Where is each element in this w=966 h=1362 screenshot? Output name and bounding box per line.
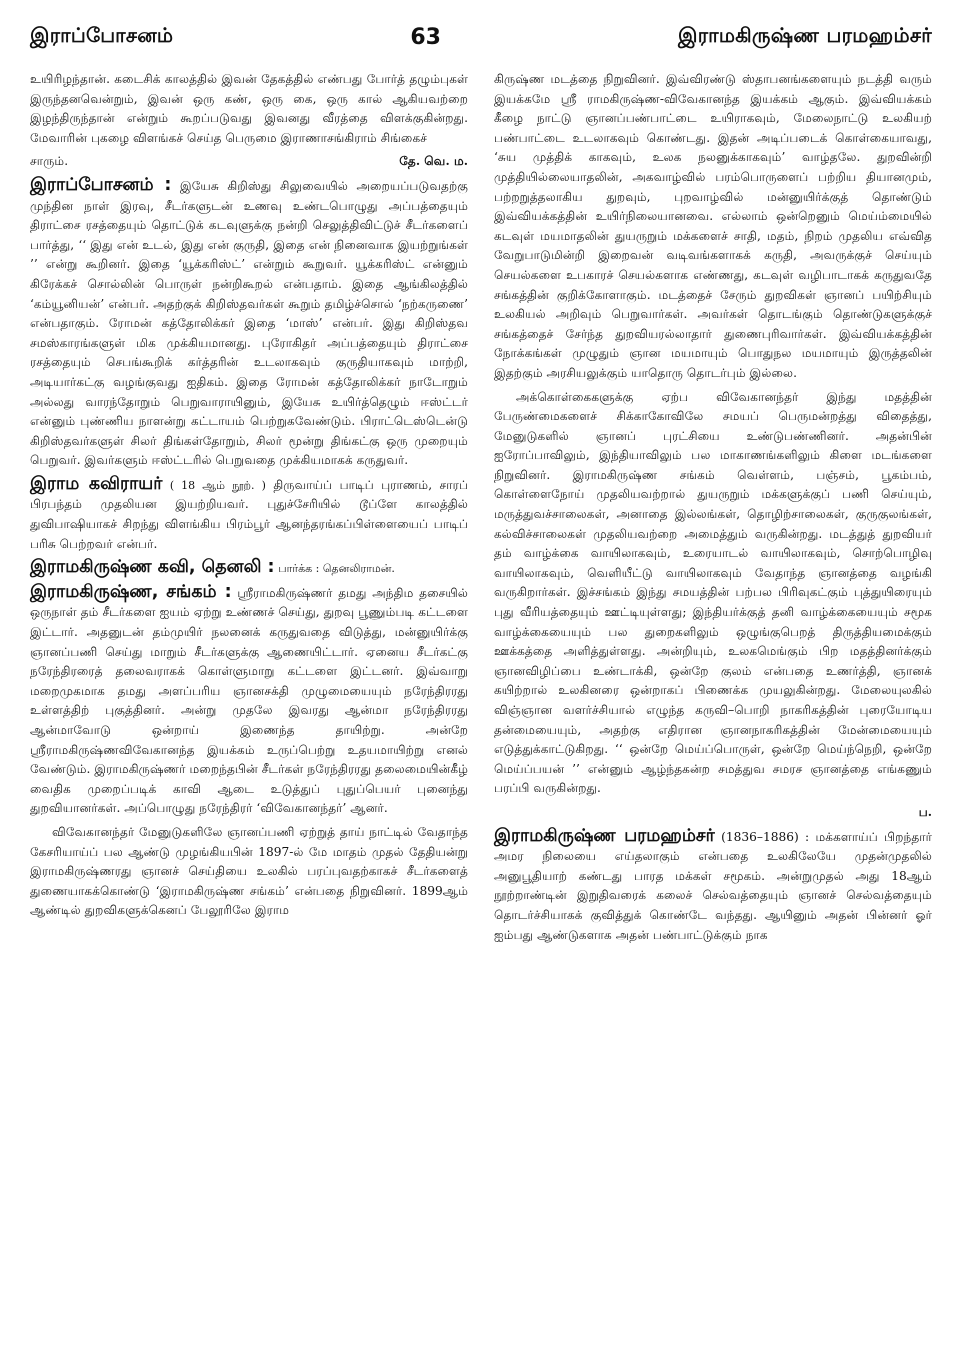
entry-ramakrishna-kavi [30,558,468,579]
continued-paragraph [30,70,468,148]
entry-heading: இராமகிருஷ்ண, சங்கம் : [30,581,232,602]
entry-text: இயேசு கிறிஸ்து சிலுவையில் அறையப்படுவதற்கு முந்தின நாள் இரவு, சீடர்களுடன் உணவு உண்டபொழுது அப்பத்தையும் திராட்சை ரசத்தையும் தொட்டுக் கடவுளுக்கு நன்றி செலுத்திவிட்டுச் சீடர்களைப் பார்த்து, ‘‘ இது என் உடல், இது என் குருதி, இதை என் நினைவாக இயற்றுங்கள் ’’ என்று கூறினர். இதை ‘யூக்கரிஸ்ட்’ என்றும் கூறுவர். யூக்கரிஸ்ட் என்னும் கிரேக்கச் சொல்லின் பொருள் நன்றிகூறல் என்பதாம். இதை ஆங்கிலத்தில் ‘கம்யூனியன்’ என்பர். அதற்குக் கிறிஸ்தவர்கள் கூறும் தமிழ்ச்சொல் ‘நற்கருணை’ என்பதாகும். ரோமன் கத்தோலிக்கர் இதை ‘மாஸ்’ என்பர். இது கிறிஸ்தவ சமஸ்காரங்களுள் மிக முக்கியமானது. புரோகிதர் அப்பத்தையும் திராட்சை ரசத்தையும் செபங்கூறிக் கர்த்தரின் உடலாகவும் குருதியாகவும் மாற்றி, அடியார்கட்கு வழங்குவது ஐதிகம். இதை ரோமன் கத்தோலிக்கர் நாடோறும் அல்லது வாரந்தோறும் பெறுவாராயினும், இயேசு உயிர்த்தெழும் ஈஸ்ட்டர் என்னும் புண்ணிய நாளன்று கட்டாயம் பெற்றுகவேண்டும். பிராட்டெஸ்டென்டு கிறிஸ்தவர்களுள் சிலர் திங்கள்தோறும், சிலர் மூன்று திங்கட்கு ஒரு முறையும் பெறுவர். இவர்களும் ஈஸ்ட்டரில் பெறுவதை முக்கியமாகக் கருதுவர். [30,178,468,468]
paragraph-text: கிருஷ்ண மடத்தை நிறுவினர். இவ்விரண்டு ஸ்தாபனங்களையும் நடத்தி வரும் இயக்கமே ஸ்ரீ ராமகிருஷ்ண-விவேகானந்த இயக்கம் ஆகும். இவ்வியக்கம் கீழை நாட்டு ஞானப்பண்பாட்டை உயிராகவும், மேலைநாட்டு உலகியற் பண்பாட்டை உடலாகவும் கொண்டது. இதன் அடிப்படைக் கொள்கையாவது, ‘சுய முத்திக் காகவும், உலக நலனுக்காகவும்’ வாழ்தலே. துறவின்றி முத்தியில்லையாதலின், அகவாழ்வில் பரம்பொருளைப் பற்றிய தியானமும், பற்றறுத்தலாகிய துறவும், புறவாழ்வில் மன்னுயிர்க்குத் தொண்டும் இவ்வியக்கத்தின் உயிர்நிலையானவை. எல்லாம் ஒன்றெனும் மெய்ம்மையில் கடவுள் மயமாதலின் துயருறும் மக்களைச் சாதி, மதம், நிறம் முதலிய எவ்வித வேறுபாடுமின்றி இறைவன் வடிவங்களாகக் கருதி, அவருக்குச் செய்யும் செயல்களை உபகாரச் செயல்களாக எண்ணது, கடவுள் வழிபாடாகக் கருதுவதே சங்கத்தின் குறிக்கோளாகும். மடத்தைச் சேரும் துறவிகள் ஞானப் பயிற்சியும் உலகியல் அறிவும் பெறுவார்கள். அவர்கள் தொடங்கும் தொண்டுகளுக்குச் சங்கத்தைச் சேர்ந்த துறவியரல்லாதார் துணைபுரிவார்கள். இவ்வியக்கத்தின் நோக்கங்கள் முழுதும் ஞான மயமாயும் பொதுநல மயமாயும் இருத்தலின் இதற்கும் அரசியலுக்கும் யாதொரு தொடர்பும் இல்லை. [494,72,932,380]
entry-heading: இராமகிருஷ்ண கவி, தெனலி : [30,557,275,578]
right-column [494,70,932,949]
entry-text: ஸ்ரீராமகிருஷ்ணர் தமது அந்திம தசையில் ஒருநாள் தம் சீடர்களை ஐயம் ஏற்று உண்ணச் செய்து, துறவு பூணும்படி கட்டளை இட்டார். அதனுடன் தம்முயிர் நலனைக் கருதுவதை விடுத்து, மன்னுயிர்க்கு ஞானப்பணி செய்து மாறும் சீடர்களுக்கு ஆணையிட்டார். ஏனைய சீடர்கட்கு நரேந்திரரைத் தலைவராகக் கொள்ளுமாறு கட்டளை இட்டனர். இவ்வாறு மறைமுகமாக தமது அளப்பரிய ஞானசக்தி முழுமையையும் நரேந்திரரது உள்ளத்திற் புகுத்தினர். அன்று முதலே இவரது ஆன்மா நரேந்திரரது ஆன்மாவோடு ஒன்றாய் இணைந்த தாயிற்று. அன்றே ஸ்ரீராமகிருஷ்ணவிவேகானந்த இயக்கம் உருப்பெற்று உதயமாயிற்று எனல் வேண்டும். இராமகிருஷ்ணர் மறைந்தபின் சீடர்கள் நரேந்திரரது தலைமையின்கீழ் வைதிக முறைப்படிக் காவி ஆடை உடுத்துப் புதுப்பெயர் புனைந்து துறவியானர்கள். அப்பொழுது நரேந்திரர் ‘விவேகானந்தர்’ ஆனர். [30,585,469,816]
entry-text: விவேகானந்தர் மேனுடுகளிலே ஞானப்பணி ஏற்றுத் தாய் நாட்டில் வேதாந்த கேசரியாய்ப் பல ஆண்டு முழங்கியபின் 1897-ல் மே மாதம் முதல் தேதியன்று இராமகிருஷ்ணரது ஞானச் செய்தியை உலகில் பரப்புவதற்காகச் சீடர்களைத் துணையாகக்கொண்டு ‘இராமகிருஷ்ண சங்கம்’ என்பதை நிறுவினர். 1899ஆம் ஆண்டில் துறவிகளுக்கெனப் பேலூரிலே இராம [30,824,468,918]
entry-ramakrishna-paramahamsar [494,827,932,946]
entry-era: ( 18 ஆம் நூற். ) [169,478,266,492]
author-initials: ப. [918,804,932,819]
continued-paragraph [494,70,932,384]
cross-reference: பார்க்க : தெனலிராமன். [278,562,395,576]
paragraph-end-row [30,152,468,172]
paragraph-end-text: சாரும். [30,154,69,169]
entry-dates: (1836–1886) : [721,829,810,844]
entry-text: மக்களாய்ப் பிறந்தார் அமர நிலையை எய்தலாகும் என்பதை உலகிலேயே முதன்முதலில் அனுபூதியாற் கண்டது பாரத மக்கள் சமூகம். அன்றுமுதல் அது 18ஆம் நூற்றாண்டின் இறுதிவரைக் கலைச் செல்வத்தையும் ஞானச் செல்வத்தையும் தொடர்ச்சியாகக் குவித்துக் கொண்டே வந்தது. ஆயினும் அதன் பின்னர் ஓர் ஐம்பது ஆண்டுகளாக அதன் பண்பாட்டுக்கும் நாக [494,829,932,942]
paragraph-text: உயிரிழந்தான். கடைசிக் காலத்தில் இவன் தேகத்தில் எண்பது போர்த் தழும்புகள் இருந்தனவென்றும், இவன் ஒரு கண், ஒரு கை, ஒரு கால் ஆகியவற்றை இழந்திருந்தான் என்றும் கூறப்படுவது இவனது வீரத்தை விளக்குகின்றது. மேவாரின் புகழை விளங்கச் செய்த பெருமை இராணாசங்கிராம் சிங்கைச் [30,72,468,145]
entry-text: திருவாய்ப் பாடிப் புராணம், சாரப் பிரபந்தம் முதலியன இயற்றியவர். புதுச்சேரியில் டூப்ளே காலத்தில் துவிபாஷியாகச் சிறந்து விளங்கிய பிரம்பூர் ஆனந்தரங்கப்பிள்ளையைப் பாடிப் பரிசு பெற்றவர் என்பர். [30,477,469,551]
page-header [30,14,932,50]
entry-heading: இராம கவிராயர் [30,473,163,494]
author-initials: தே. வெ. ம. [399,154,468,169]
entry-heading: இராப்போசனம் : [30,174,172,195]
author-initials-row [494,803,932,823]
entry-rama-kaviraayar [30,475,468,554]
entry-paragraph [494,388,932,799]
entry-raapposanam [30,176,468,471]
running-head-right: இராமகிருஷ்ண பரமஹம்சர் [678,23,932,47]
entry-ramakrishna-sangam [30,583,468,819]
left-column [30,70,468,949]
running-head-left: இராப்போசனம் [30,23,174,47]
entry-heading: இராமகிருஷ்ண பரமஹம்சர் [494,825,715,846]
paragraph-text: அக்கொள்கைகளுக்கு ஏற்ப விவேகானந்தர் இந்து மதத்தின் பேருண்மைகளைச் சிக்காகோவிலே சமயப் பெருமன்றத்து விதைத்து, மேனுடுகளில் ஞானப் புரட்சியை உண்டுபண்ணினர். அதன்பின் ஐரோப்பாவிலும், இந்தியாவிலும் பல மாகாணங்களிலும் கிளை மடங்களை நிறுவினர். இராமகிருஷ்ண சங்கம் வெள்ளம், பஞ்சம், பூகம்பம், கொள்ளைநோய் முதலியவற்றால் துயருறும் மக்களுக்குப் பணி செய்யும், மருத்துவச்சாலைகள், அனாதை இல்லங்கள், தொழிற்சாலைகள், குருகுலங்கள், கல்விச்சாலைகள் முதலியவற்றை அமைத்தும் வருகின்றது. மடத்துத் துறவியர் தம் வாழ்க்கை வாயிலாகவும், உரையாடல் வாயிலாகவும், சொற்பொழிவு வாயிலாகவும், வெளியீட்டு வாயிலாகவும் வேதாந்த ஞானத்தை வழங்கி வருகிறார்கள். இச்சங்கம் இந்து சமயத்தின் பற்பல பிரிவுகட்கும் புத்துயிரையும் புது வீரியத்தையும் ஊட்டியுள்ளது; இந்தியர்க்குத் தனி வாழ்க்கையையும் சமூக வாழ்க்கையையும் பல துறைகளிலும் ஒழுங்குபெறத் திருத்தியமைக்கும் ஊக்கத்தை அளித்துள்ளது. அன்றியும், உலகமெங்கும் பிற மதத்தினர்க்கும் ஞானவிழிப்பை உண்டாக்கி, ஒன்றே குலம் என்பதை உணர்த்தி, ஞானக் கயிற்றால் உலகினரை ஒன்றாகப் பிணைக்க முயலுகின்றது. மேலையுலகில் விஞ்ஞான வளர்ச்சியால் எழுந்த கருவி–பொறி நாகரிகத்தின் புரையோடிய தன்மையையும், அதற்கு எதிரான ஞானநாகரிகத்தின் மேன்மையையும் எடுத்துக்காட்டுகிறது. ‘‘ ஒன்றே மெய்ப்பொருள், ஒன்றே மெய்ந்நெறி, ஒன்றே மெய்ப்பயன் ’’ என்னும் ஆழ்ந்தகன்ற சமத்துவ சமரச ஞானத்தை எங்கணும் பரப்பி வருகின்றது. [494,389,932,796]
entry-paragraph [30,823,468,921]
page-number: 63 [410,25,441,50]
two-column-body [30,70,932,949]
